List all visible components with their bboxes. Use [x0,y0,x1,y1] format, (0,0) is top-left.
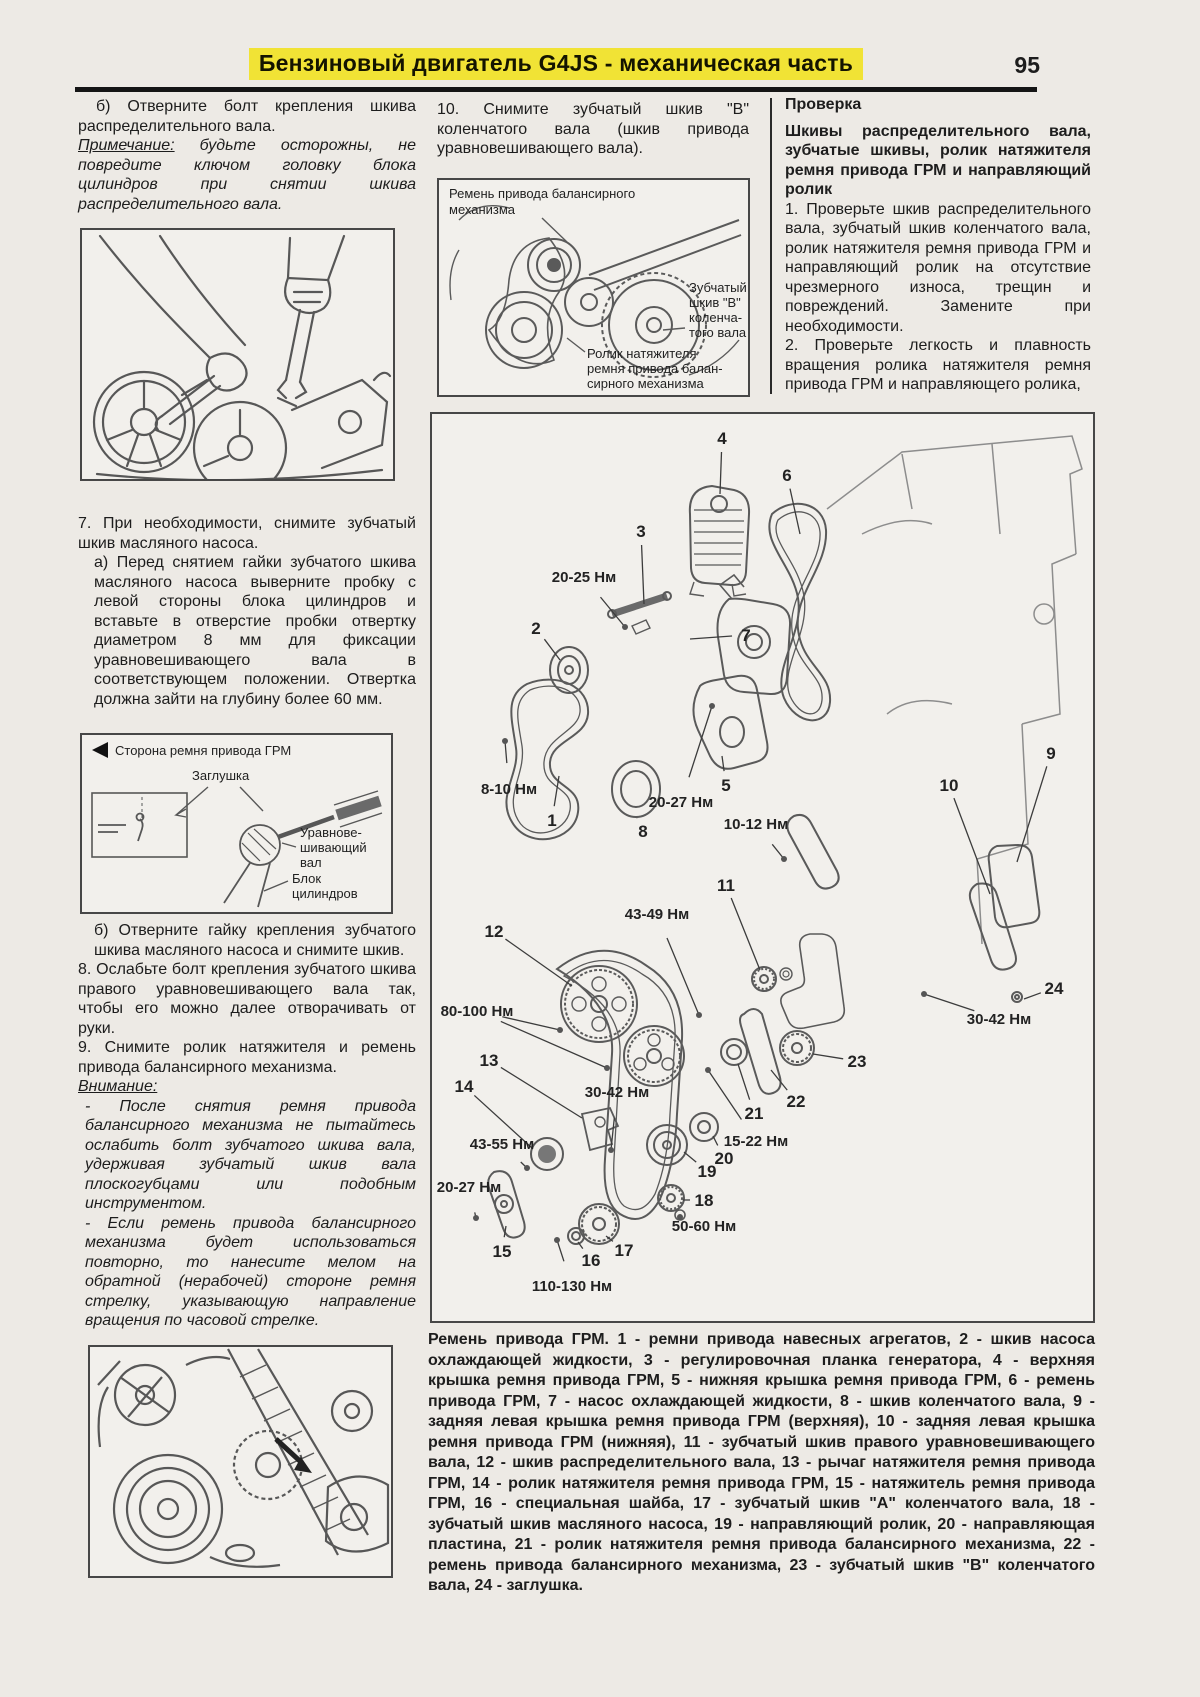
part-number-label: 9 [1046,744,1056,763]
part-number-label: 17 [614,1241,634,1260]
page-header [75,48,1037,80]
bolt-icon [608,1147,614,1153]
bolt-icon [502,738,508,744]
step-9: 9. Снимите ролик натяжителя и ремень привода балансирного механизма. [78,1039,416,1076]
callout-leader-line [713,1136,718,1145]
camshaft-wrench-drawing [82,230,393,479]
part-number-label: 5 [721,776,731,795]
part-number-label: 1 [547,811,557,830]
torque-label: 50-60 Нм [671,1218,737,1235]
warning-label-paragraph [78,1077,416,1097]
bolt-icon [554,1237,560,1243]
right-column-block [785,95,1091,395]
note-paragraph [78,136,416,214]
torque-label: 20-27 Нм [648,794,714,811]
step-8: 8. Ослабьте болт крепления зубчатого шкива правого уравновешивающего вала так, чтобы его можно далее отворачивать от руки. [78,961,416,1037]
part-number-label: 11 [717,876,735,895]
warning-item-2: - Если ремень привода балансирного механизма будет использоваться повторно, то нанесите мелом на обратной (нерабочей) стороне ремня стрелку, указывающую направление вращения по часовой стрелке. [85,1214,416,1329]
balance-shaft-plug-drawing [82,735,391,912]
part-number-label: 20 [714,1149,734,1168]
part-number-label: 15 [492,1242,512,1261]
torque-label: 43-55 Нм [469,1136,535,1153]
page-number: 95 [1014,52,1040,78]
bolt-icon [921,991,927,997]
part-number-label: 21 [744,1104,764,1123]
middle-column-block [437,100,749,159]
torque-label: 80-100 Нм [440,1003,514,1020]
engine-closeup-drawing [90,1347,391,1576]
callout-leader-line [505,939,572,986]
section-heading: Проверка [785,96,862,113]
balancer-belt-drawing [439,180,748,395]
belt-side-label: Сторона ремня привода ГРМ [115,743,292,758]
callout-leader-line [731,898,760,970]
balancer-tensioner-label: Ролик натяжителя ремня привода балан-сирного механизма [587,346,723,391]
part-number-label: 14 [454,1077,474,1096]
timing-belt-exploded-drawing [432,414,1093,1321]
column-divider [770,98,772,394]
part-number-label: 23 [847,1052,867,1071]
bolt-icon [709,703,715,709]
bolt-icon [604,1065,610,1071]
callout-leader-line [708,1070,741,1119]
figure-caption: Ремень привода ГРМ. 1 - ремни привода навесных агрегатов, 2 - шкив насоса охлаждающей жидкости, 3 - регулировочная планка генератора, 4 - верхняя крышка ремня привода ГРМ, 5 - нижняя крышка ремня привода ГРМ, 6 - ремень привода ГРМ, 7 - насос охлаждающей жидкости, 8 - шкив коленчатого вала, 9 - задняя левая крышка ремня привода ГРМ (верхняя), 10 - задняя левая крышка ремня привода ГРМ (нижняя), 11 - зубчатый шкив правого уравновешивающего вала, 12 - шкив распределительного вала, 13 - рычаг натяжителя ремня привода ГРМ, 14 - ролик натяжителя ремня привода ГРМ, 15 - натяжитель ремня привода ГРМ, 16 - специальная шайба, 17 - зубчатый шкив "А" коленчатого вала, 18 - зубчатый шкив масляного насоса, 19 - направляющий ролик, 20 - направляющая пластина, 21 - ролик натяжителя ремня привода балансирного механизма, 22 - ремень привода балансирного механизма, 23 - зубчатый шкив "В" коленчатого вала, 24 - заглушка. [428,1331,1095,1594]
part-number-label: 13 [479,1051,499,1070]
callout-leader-line [954,798,990,894]
callout-leader-line [501,1067,582,1118]
bolt-icon [524,1165,530,1171]
note-text: будьте осторожны, не повредите ключом головку блока цилиндров при снятии шкива распределительного вала. [78,137,416,213]
page-title: Бензиновый двигатель G4JS - механическая часть [249,48,863,80]
figure-balancer-belt [437,178,750,397]
callout-leader-line [924,994,974,1011]
left-column-block-a [78,97,416,214]
balance-shaft-label: Уравнове-шивающий вал [300,825,367,870]
callout-leader-line [689,706,712,777]
torque-label: 30-42 Нм [966,1011,1032,1028]
part-number-label: 24 [1044,979,1064,998]
callout-leader-line [738,1064,750,1100]
inspection-subheading: Шкивы распределительного вала, зубчатые шкивы, ролик натяжителя ремня привода ГРМ и направляющий ролик [785,122,1091,198]
callout-leader-line [544,639,560,660]
cylinder-block-label: Блок цилиндров [292,871,358,901]
figure-engine-timing-marks [88,1345,393,1578]
part-number-label: 16 [581,1251,601,1270]
torque-label: 10-12 Нм [723,816,789,833]
part-number-label: 4 [717,429,727,448]
part-number-label: 19 [697,1162,717,1181]
torque-label: 110-130 Нм [531,1278,613,1295]
bolt-icon [622,624,628,630]
bolt-icon [557,1027,563,1033]
balancer-belt-label: Ремень привода балансирного механизма [449,186,636,217]
bolt-icon [696,1012,702,1018]
step-10: 10. Снимите зубчатый шкив "В" коленчатого вала (шкив привода уравновешивающего вала). [437,101,749,157]
part-number-label: 7 [741,626,751,645]
part-number-label: 8 [638,822,648,841]
part-number-label: 2 [531,619,541,638]
part-number-label: 18 [694,1191,714,1210]
part-number-label: 10 [939,776,959,795]
callout-leader-line [690,636,732,639]
step-7a: а) Перед снятием гайки зубчатого шкива масляного насоса выверните пробку с левой стороны блока цилиндров и вставьте в отверстие пробки отвертку диаметром 8 мм для фиксации уравновешивающего вала в соответствующем положении. Отвертка должна зайти на глубину более 60 мм. [94,554,416,708]
inspection-step-2: 2. Проверьте легкость и плавность вращения ролика натяжителя ремня привода ГРМ и направляющего ролика, [785,337,1091,393]
plug-label: Заглушка [192,768,250,783]
callout-leader-line [505,741,507,763]
warning-item-1: - После снятия ремня привода балансирного механизма не пытайтесь ослабить болт зубчатого шкива вала, удерживая зубчатый шкив вала плоскогубцами или подобным инструментом. [85,1097,416,1212]
bolt-icon [473,1215,479,1221]
callout-leader-line [684,1152,696,1162]
torque-label: 8-10 Нм [480,781,538,798]
torque-label: 15-22 Нм [723,1133,789,1150]
torque-label: 30-42 Нм [584,1084,650,1101]
part-number-label: 6 [782,466,792,485]
step-7b: б) Отверните гайку крепления зубчатого шкива масляного насоса и снимите шкив. [94,922,416,959]
inspection-step-1: 1. Проверьте шкив распределительного вала, зубчатый шкив коленчатого вала, ролик натяжителя ремня привода ГРМ и направляющий ролик на отсутствие чрезмерного износа, трещин и повреждений. Замените при необходимости. [785,200,1091,335]
torque-label: 20-25 Нм [551,569,617,586]
figure-balance-shaft-plug [80,733,393,914]
figure-timing-belt-exploded [430,412,1095,1323]
callout-leader-line [1024,993,1041,999]
warning-label: Внимание: [78,1078,158,1095]
left-arrow-icon [92,742,108,758]
left-column-block-c [78,921,416,1331]
torque-label: 20-27 Нм [436,1179,502,1196]
part-number-label: 22 [786,1092,806,1111]
callout-leader-line [611,1118,614,1150]
part-number-label: 3 [636,522,646,541]
crank-sprocket-b-label: Зубчатый шкив "В" коленча-того вала [689,280,747,340]
callout-leader-line [813,1054,843,1059]
bolt-icon [705,1067,711,1073]
figure-camshaft-pulley-removal [80,228,395,481]
callout-leader-line [504,1226,506,1237]
callout-leader-line [642,545,644,604]
step-6b-camshaft: б) Отверните болт крепления шкива распределительного вала. [78,98,416,135]
note-label: Примечание: [78,137,175,154]
torque-label: 43-49 Нм [624,906,690,923]
callout-leader-line [557,1240,564,1261]
header-rule [75,87,1037,92]
callout-leader-line [667,938,699,1015]
callout-leader-line [1017,766,1047,862]
step-7: 7. При необходимости, снимите зубчатый шкив масляного насоса. [78,515,416,552]
left-column-block-b [78,514,416,709]
part-number-label: 12 [484,922,504,941]
bolt-icon [781,856,787,862]
